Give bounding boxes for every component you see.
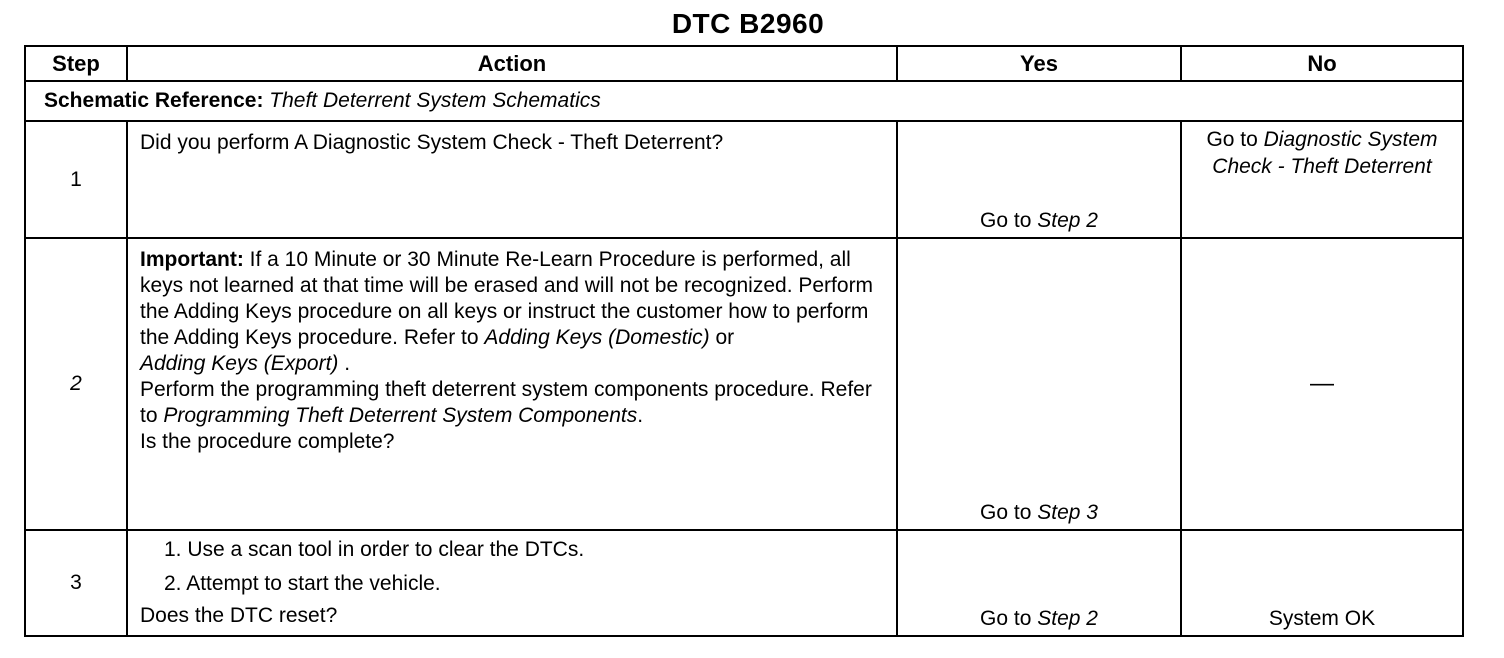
action-text: Did you perform A Diagnostic System Check - Theft Deterrent? [140,131,724,154]
no-prefix: Go to [1206,128,1264,151]
important-text: If a 10 Minute or 30 Minute Re-Learn Procedure is performed, all keys not learned at that time will be erased and will not be recognized. Perform the Adding Keys procedure on all keys or instruct the customer how to perform the Adding Keys procedure. Refer to [140,248,874,349]
important-note [140,247,886,377]
step-number: 3 [25,530,127,636]
list-item: 2. Attempt to start the vehicle. [164,572,441,595]
schematic-row [25,81,1463,121]
schematic-label: Schematic Reference: [44,89,264,112]
header-action: Action [127,46,897,81]
no-text [1197,126,1447,180]
yes-text [898,501,1180,525]
no-link[interactable]: Diagnostic System Check - Theft Deterrent [1212,128,1438,178]
header-row [25,46,1463,81]
table-row [25,121,1463,238]
question-text: Does the DTC reset? [140,604,338,627]
no-cell [1181,530,1463,636]
table-row [25,238,1463,530]
list-item: 1. Use a scan tool in order to clear the DTCs. [164,538,585,561]
period-text: . [338,352,351,375]
no-text: System OK [1268,607,1376,630]
yes-cell [897,530,1181,636]
period-text: . [637,404,644,427]
or-text: or [709,326,735,349]
yes-prefix: Go to [980,607,1038,630]
header-yes: Yes [897,46,1181,81]
table-row [25,530,1463,636]
no-cell [1181,121,1463,238]
page-title: DTC B2960 [671,8,825,39]
link-programming-components[interactable]: Programming Theft Deterrent System Components [163,404,638,427]
step-number: 1 [25,121,127,238]
yes-step-link[interactable]: Step 2 [1037,607,1098,630]
yes-text [898,607,1180,631]
header-no: No [1181,46,1463,81]
link-adding-keys-domestic[interactable]: Adding Keys (Domestic) [484,326,710,349]
program-text: Perform the programming theft deterrent system components procedure. Refer to [140,378,872,427]
diagnostic-table [24,45,1464,637]
action-cell [127,121,897,238]
schematic-reference [25,81,1463,121]
question-text: Is the procedure complete? [140,430,395,453]
no-cell: — [1181,238,1463,530]
yes-cell [897,238,1181,530]
action-cell [127,238,897,530]
yes-prefix: Go to [980,209,1038,232]
procedure-list [140,533,886,601]
yes-step-link[interactable]: Step 2 [1037,209,1098,232]
link-adding-keys-export[interactable]: Adding Keys (Export) [140,352,339,375]
yes-text [898,209,1180,233]
yes-prefix: Go to [980,501,1038,524]
action-cell [127,530,897,636]
program-instruction [140,377,886,429]
step-number: 2 [25,238,127,530]
yes-cell [897,121,1181,238]
schematic-link[interactable]: Theft Deterrent System Schematics [269,89,601,112]
header-step: Step [25,46,127,81]
yes-step-link[interactable]: Step 3 [1037,501,1098,524]
important-label: Important: [140,248,244,271]
